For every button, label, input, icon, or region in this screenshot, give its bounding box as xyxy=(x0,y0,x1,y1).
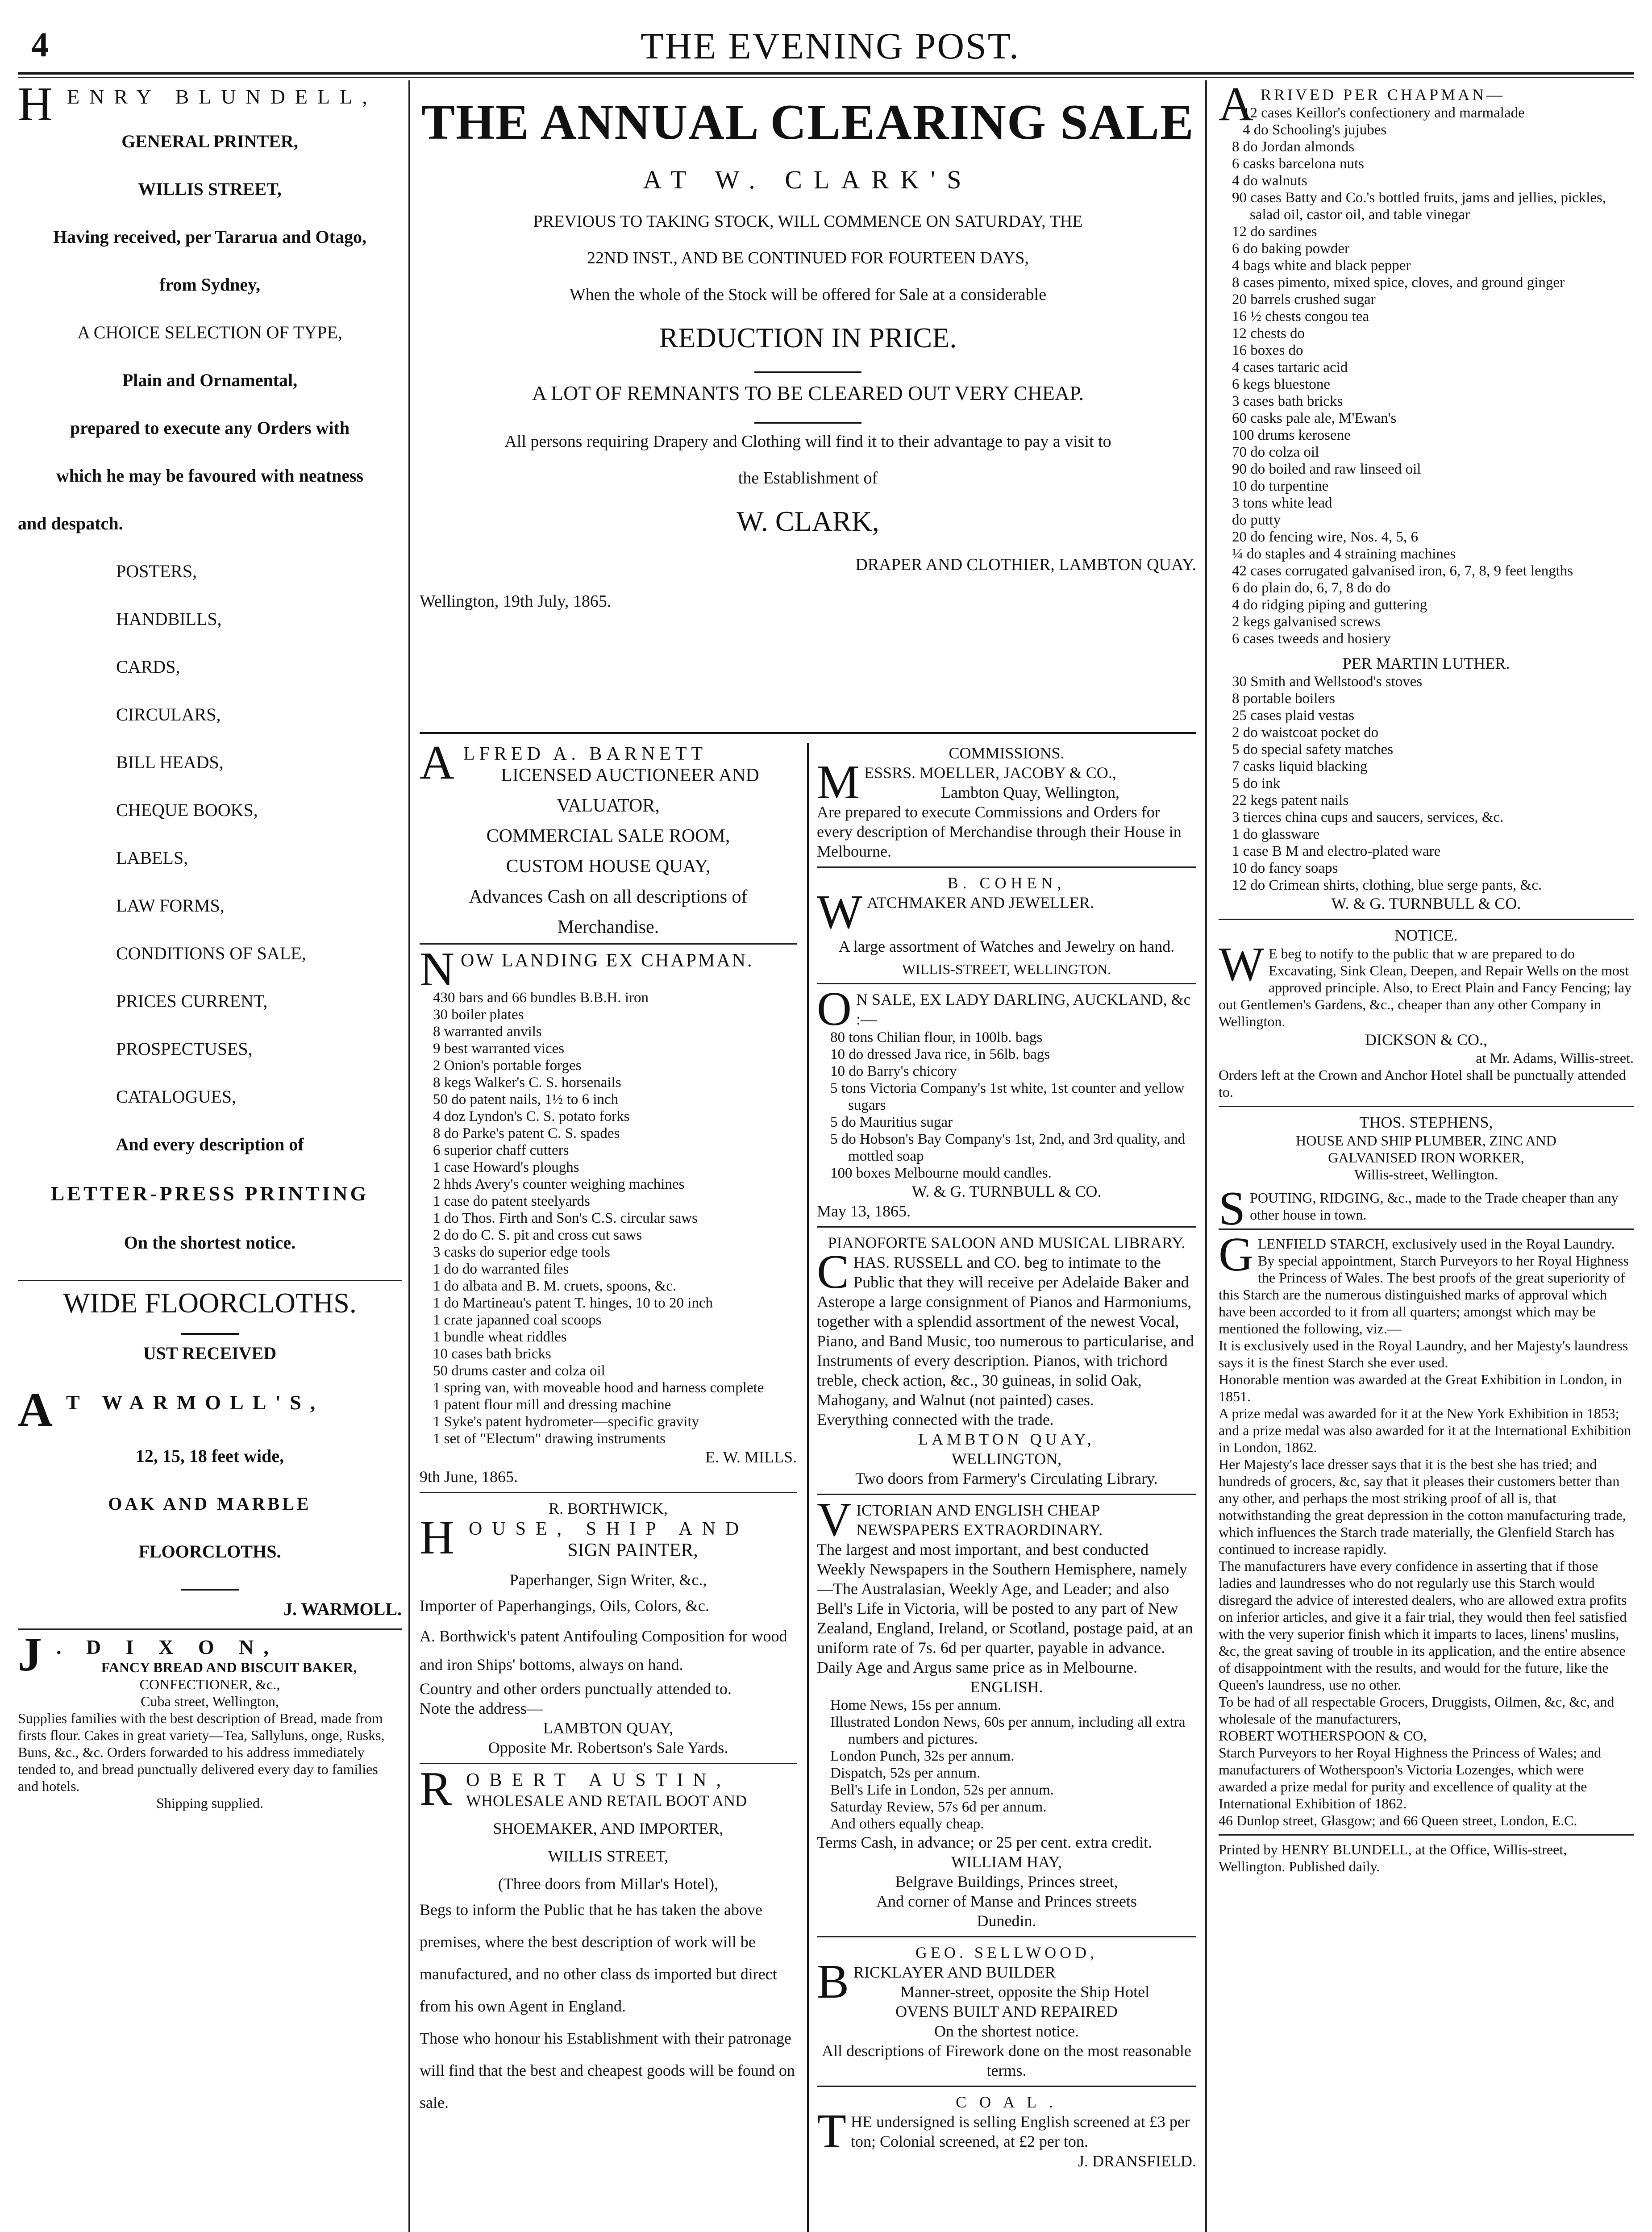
list-item: ¼ do staples and 4 straining machines xyxy=(1232,546,1456,562)
drop-cap: M xyxy=(817,756,860,809)
body-text: A large assortment of Watches and Jewelry on hand. xyxy=(838,937,1175,955)
advert-title: PIANOFORTE SALOON AND MUSICAL LIBRARY. xyxy=(828,1234,1186,1252)
services-list xyxy=(18,561,402,1107)
printer-imprint: Printed by HENRY BLUNDELL, at the Office, Willis-street, Wellington. Published daily. xyxy=(1219,1834,1634,1875)
line: Willis-street, Wellington. xyxy=(1354,1166,1498,1183)
stephens-advert xyxy=(1219,1106,1634,1235)
list-item: 1 bundle wheat riddles xyxy=(433,1329,567,1345)
line: SIGN PAINTER, xyxy=(567,1540,698,1561)
line: ENGLISH. xyxy=(970,1678,1043,1696)
advert-title: C O A L . xyxy=(956,2093,1057,2111)
list-item: 2 do waistcoat pocket do xyxy=(1232,725,1379,741)
line: GENERAL PRINTER, xyxy=(121,131,298,151)
date: May 13, 1865. xyxy=(817,1202,911,1220)
column-rule-2a xyxy=(807,743,809,2232)
drop-cap: H xyxy=(420,1511,464,1564)
line: WILLIS STREET, xyxy=(138,179,282,199)
service-item: BILL HEADS, xyxy=(116,752,224,772)
advert-title: THOS. STEPHENS, xyxy=(1359,1113,1493,1131)
drop-cap: A xyxy=(1219,85,1256,131)
advert-title: ICTORIAN AND ENGLISH CHEAP NEWSPAPERS EXTRAORDINARY. xyxy=(856,1501,1103,1539)
line: GEO. SELLWOOD, xyxy=(915,1944,1098,1961)
list-item: 6 superior chaff cutters xyxy=(433,1142,569,1158)
body-text: Orders left at the Crown and Anchor Hotel shall be punctually attended to. xyxy=(1219,1067,1626,1100)
floorcloth-advert xyxy=(18,1280,402,1620)
list-item: 8 portable boilers xyxy=(1232,691,1335,707)
drop-cap: V xyxy=(817,1493,852,1546)
list-item: 10 cases bath bricks xyxy=(433,1346,551,1362)
piano-advert xyxy=(817,1226,1196,1488)
line: When the whole of the Stock will be offered for Sale at a considerable xyxy=(569,285,1047,304)
body-text: HAS. RUSSELL and CO. beg to intimate to the Public that they will receive per Adelaide Baker and Asterope a large consignment of Pianos and Harmoniums, together with a splendid assortment of the newest Vocal, Piano, and Band Music, too numerous to particularise, and Instruments of every description. Pianos, with trichord treble, check action, &c., 30 guineas, in solid Oak, Mahogany, and Walnut (not painted) cases. xyxy=(817,1253,1194,1409)
service-item: LAW FORMS, xyxy=(116,895,225,916)
body-text: Supplies families with the best description of Bread, made from firsts flour. Cakes in great variety—Tea, Sallyluns, onge, Rusks, Buns, &c., &c. Orders forwarded to his address immediately tended to, and bread punctually delivered every day to families and hotels. xyxy=(18,1710,385,1794)
list-item: 1 do do warranted files xyxy=(433,1261,569,1277)
list-item: 90 cases Batty and Co.'s bottled fruits, jams and jellies, pickles, salad oil, castor oil, and table vinegar xyxy=(1232,190,1606,223)
line: R. BORTHWICK, xyxy=(549,1499,668,1517)
list-item: do putty xyxy=(1232,512,1281,528)
line: Two doors from Farmery's Circulating Library. xyxy=(855,1470,1158,1487)
blundell-advert xyxy=(18,85,402,1253)
drop-cap: W xyxy=(1219,938,1264,991)
drop-cap: A xyxy=(420,743,459,789)
coal-advert xyxy=(817,2086,1196,2171)
list-item: 50 do patent nails, 1½ to 6 inch xyxy=(433,1091,619,1108)
borthwick-advert xyxy=(420,1492,797,1757)
commissions-advert xyxy=(817,743,1196,861)
service-item: HANDBILLS, xyxy=(116,609,222,629)
drop-cap: R xyxy=(420,1762,462,1816)
landing-advert xyxy=(420,943,797,1487)
advertiser-name: ESSRS. MOELLER, JACOBY & CO., xyxy=(864,764,1116,782)
list-item: 1 case do patent steelyards xyxy=(433,1193,590,1209)
list-item: 10 do fancy soaps xyxy=(1232,860,1338,876)
service-item: PROSPECTUSES, xyxy=(116,1039,253,1059)
masthead-rule-thin xyxy=(18,77,1634,78)
line: the Establishment of xyxy=(738,469,878,487)
list-item: 1 do Martineau's patent T. hinges, 10 to 20 inch xyxy=(433,1295,713,1311)
list-item: 20 do fencing wire, Nos. 4, 5, 6 xyxy=(1232,529,1419,545)
list-item: 8 do Jordan almonds xyxy=(1232,139,1355,155)
list-item: 60 casks pale ale, M'Ewan's xyxy=(1232,410,1397,426)
line: On the shortest notice. xyxy=(124,1233,296,1253)
list-item: 4 doz Lyndon's C. S. potato forks xyxy=(433,1108,630,1124)
line: 22ND INST., AND BE CONTINUED FOR FOURTEEN DAYS, xyxy=(587,249,1029,267)
list-item: Saturday Review, 57s 6d per annum. xyxy=(830,1799,1047,1815)
body-text: Starch Purveyors to her Royal Highness the Princess of Wales; and manufacturers of Wotherspoon's Victoria Lozenges, which were awarded a prize medal for purity and excellence of quality at the International Exhibition of 1862. xyxy=(1219,1745,1602,1811)
drop-cap: B xyxy=(817,1955,849,2008)
line: LAMBTON QUAY, xyxy=(918,1430,1095,1448)
item-list xyxy=(1219,104,1634,647)
body-text: To be had of all respectable Grocers, Druggists, Oilmen, &c, &c, and wholesale of the manufacturers, xyxy=(1219,1694,1615,1727)
list-item: 1 spring van, with moveable hood and harness complete xyxy=(433,1380,764,1396)
list-item: London Punch, 32s per annum. xyxy=(830,1748,1015,1764)
drop-cap: J xyxy=(18,1628,52,1681)
list-item: 8 do Parke's patent C. S. spades xyxy=(433,1125,620,1141)
list-item: 8 kegs Walker's C. S. horsenails xyxy=(433,1074,621,1091)
column-1 xyxy=(18,85,402,2232)
list-item: 4 cases tartaric acid xyxy=(1232,359,1348,375)
list-item: 6 do plain do, 6, 7, 8 do do xyxy=(1232,580,1390,596)
list-item: 16 ½ chests congou tea xyxy=(1232,308,1369,325)
line: WILLIS-STREET, WELLINGTON. xyxy=(902,961,1111,977)
advertiser-name: W. CLARK, xyxy=(737,505,879,537)
body-text: It is exclusively used in the Royal Laundry, and her Majesty's laundress says it is the finest Starch she ever used. xyxy=(1219,1337,1628,1370)
line: All persons requiring Drapery and Clothing will find it to their advantage to pay a visit to xyxy=(504,432,1111,451)
line: GALVANISED IRON WORKER, xyxy=(1328,1149,1524,1166)
list-item: 6 do baking powder xyxy=(1232,241,1350,257)
line: All descriptions of Firework done on the most reasonable terms. xyxy=(822,2042,1191,2079)
drop-cap: T xyxy=(817,2105,846,2158)
list-item: 5 do Hobson's Bay Company's 1st, 2nd, and 3rd quality, and mottled soap xyxy=(830,1131,1186,1164)
body-text: The largest and most important, and best conducted Weekly Newspapers in the Southern Hemisphere, namely—The Australasian, Weekly Age, and Leader; and also Bell's Life in Victoria, will be posted to any part of New Zealand, England, Ireland, or Scotland, postage paid, at an uniform rate of 7s. 6d per quarter, payable in advance. xyxy=(817,1541,1193,1657)
divider xyxy=(754,422,861,424)
list-item: 8 cases pimento, mixed spice, cloves, and ground ginger xyxy=(1232,275,1565,291)
signature: ROBERT WOTHERSPOON & CO, xyxy=(1219,1728,1427,1744)
line: prepared to execute any Orders with xyxy=(70,418,350,438)
list-item: 8 warranted anvils xyxy=(433,1024,542,1040)
list-item: 2 hhds Avery's counter weighing machines xyxy=(433,1176,685,1192)
line: OAK AND MARBLE xyxy=(108,1494,312,1514)
signature: W. & G. TURNBULL & CO. xyxy=(1331,895,1521,912)
list-item: 70 do colza oil xyxy=(1232,444,1319,460)
list-item: 4 do ridging piping and guttering xyxy=(1232,597,1427,613)
advertiser-name: RICKLAYER AND BUILDER xyxy=(853,1963,1056,1981)
list-item: 4 bags white and black pepper xyxy=(1232,258,1411,274)
advert-title: N SALE, EX LADY DARLING, AUCKLAND, &c :— xyxy=(856,991,1191,1028)
list-item: 12 do Crimean shirts, clothing, blue serge pants, &c. xyxy=(1232,877,1542,893)
signature: J. WARMOLL. xyxy=(283,1599,402,1619)
column-rule-2 xyxy=(1205,80,1207,2232)
advertiser-name: LFRED A. BARNETT xyxy=(463,744,707,764)
advert-title: OW LANDING EX CHAPMAN. xyxy=(461,950,754,971)
line: HOUSE AND SHIP PLUMBER, ZINC AND xyxy=(1296,1133,1556,1149)
advertiser-name: . D I X O N, xyxy=(56,1636,279,1658)
list-item: 2 Onion's portable forges xyxy=(433,1058,582,1074)
page-number: 4 xyxy=(31,25,49,64)
list-item: 1 do glassware xyxy=(1232,826,1320,842)
list-item: 5 do Mauritius sugar xyxy=(830,1114,953,1130)
drop-cap: W xyxy=(817,886,862,939)
column-rule-1 xyxy=(408,80,410,2232)
body-text: POUTING, RIDGING, &c., made to the Trade cheaper than any other house in town. xyxy=(1250,1190,1619,1223)
list-item: 30 Smith and Wellstood's stoves xyxy=(1232,674,1423,690)
starch-advert xyxy=(1219,1228,1634,1829)
line: A LOT OF REMNANTS TO BE CLEARED OUT VERY CHEAP. xyxy=(532,382,1084,404)
line: LICENSED AUCTIONEER AND xyxy=(501,765,759,786)
list-item: 22 kegs patent nails xyxy=(1232,792,1349,808)
darling-advert xyxy=(817,983,1196,1221)
masthead-rule xyxy=(18,72,1634,75)
line: Importer of Paperhangings, Oils, Colors, &c. xyxy=(420,1597,709,1615)
list-item: 2 kegs galvanised screws xyxy=(1232,614,1381,630)
clark-advert xyxy=(420,85,1196,732)
advert-title: B. COHEN, xyxy=(947,874,1066,892)
line: Having received, per Tararua and Otago, xyxy=(53,227,366,247)
service-item: CHEQUE BOOKS, xyxy=(116,800,258,820)
line: Advances Cash on all descriptions of xyxy=(469,887,748,907)
body-text: Begs to inform the Public that he has taken the above premises, where the best description of work will be manufactured, and no other class ds imported but direct from his own Agent in England. xyxy=(420,1901,777,2015)
list-item: Home News, 15s per annum. xyxy=(830,1697,1002,1713)
advert-title: COMMISSIONS. xyxy=(949,744,1065,762)
list-item: 12 cases Keillor's confectionery and marmalade xyxy=(1243,105,1525,121)
line: WILLIS STREET, xyxy=(548,1847,669,1865)
list-item: 5 do special safety matches xyxy=(1232,741,1394,758)
signature: E. W. MILLS. xyxy=(705,1448,797,1466)
line: Note the address— xyxy=(420,1699,543,1717)
line: UST RECEIVED xyxy=(143,1343,277,1363)
list-item: 2 do do C. S. pit and cross cut saws xyxy=(433,1227,642,1243)
service-item: CARDS, xyxy=(116,657,180,677)
line: COMMERCIAL SALE ROOM, xyxy=(486,826,730,846)
signature: J. DRANSFIELD. xyxy=(1078,2152,1196,2170)
drop-cap: N xyxy=(420,943,456,996)
line: from Sydney, xyxy=(159,275,260,295)
line: 12, 15, 18 feet wide, xyxy=(135,1446,284,1466)
divider xyxy=(754,371,861,373)
list-item: 20 barrels crushed sugar xyxy=(1232,291,1376,308)
line: Paperhanger, Sign Writer, &c., xyxy=(509,1571,707,1589)
line: AT W. CLARK'S xyxy=(643,165,973,194)
line: at Mr. Adams, Willis-street. xyxy=(1476,1050,1634,1066)
sellwood-advert xyxy=(817,1936,1196,2080)
line: CONFECTIONER, &c., xyxy=(139,1676,280,1692)
line: and despatch. xyxy=(18,513,123,533)
line: A CHOICE SELECTION OF TYPE, xyxy=(77,322,342,342)
drop-cap: S xyxy=(1219,1182,1246,1235)
list-item: 1 Syke's patent hydrometer—specific gravity xyxy=(433,1414,699,1430)
line: Terms Cash, in advance; or 25 per cent. extra credit. xyxy=(817,1833,1153,1851)
list-item: 4 do walnuts xyxy=(1232,173,1307,189)
column-2b xyxy=(817,743,1196,2232)
list-item: 10 do Barry's chicory xyxy=(830,1063,957,1079)
line: which he may be favoured with neatness xyxy=(56,466,364,486)
line: And corner of Manse and Princes streets xyxy=(876,1892,1137,1910)
line: Manner-street, opposite the Ship Hotel xyxy=(900,1983,1150,2001)
newspapers-advert xyxy=(817,1494,1196,1931)
list-item: 16 boxes do xyxy=(1232,342,1303,358)
date: Wellington, 19th July, 1865. xyxy=(420,592,612,611)
line: SHOEMAKER, AND IMPORTER, xyxy=(493,1820,724,1837)
dixon-advert xyxy=(18,1628,402,1811)
line: Everything connected with the trade. xyxy=(817,1411,1054,1428)
service-item: CONDITIONS OF SALE, xyxy=(116,943,306,963)
body-text: E beg to notify to the public that w are prepared to do Excavating, Sink Clean, Deepen, and Repair Wells on the most approved principle. Also, to Erect Plain and Fancy Fencing; lay out Gentlemen's Gardens, &c., cheaper than any other Company in Wellington. xyxy=(1219,945,1632,1029)
list-item: 1 do Thos. Firth and Son's C.S. circular saws xyxy=(433,1210,698,1226)
list-item: Illustrated London News, 60s per annum, including all extra numbers and pictures. xyxy=(830,1714,1186,1747)
drop-cap: O xyxy=(817,983,852,1036)
advert-title: NOTICE. xyxy=(1394,926,1458,944)
body-text: 46 Dunlop street, Glasgow; and 66 Queen street, London, E.C. xyxy=(1219,1812,1577,1828)
body-text: A prize medal was awarded for it at the New York Exhibition in 1853; and a prize medal was also awarded for it at the International Exhibition in London, 1862. xyxy=(1219,1405,1631,1455)
list-item: 90 do boiled and raw linseed oil xyxy=(1232,461,1421,477)
masthead xyxy=(31,25,1629,74)
column-2a xyxy=(420,743,797,2232)
item-list xyxy=(817,1029,1196,1182)
service-item: CIRCULARS, xyxy=(116,704,221,725)
body-text: LENFIELD STARCH, exclusively used in the Royal Laundry. By special appointment, Starch Purveyors to her Royal Highness the Princess of Wales. The best proofs of the great superiority of this Starch are the numerous distinguished marks of approval which have been accorded to it from all quarters; amongst which may be mentioned the following, viz.— xyxy=(1219,1236,1629,1337)
signature: W. & G. TURNBULL & CO. xyxy=(911,1183,1102,1200)
drop-cap: C xyxy=(817,1245,849,1299)
advert-title: THE ANNUAL CLEARING SALE xyxy=(421,95,1194,150)
service-item: POSTERS, xyxy=(116,561,197,581)
service-item: PRICES CURRENT, xyxy=(116,991,268,1011)
arrived-advert xyxy=(1219,85,1634,913)
clark-bottom-rule xyxy=(420,732,1196,734)
list-item: 100 boxes Melbourne mould candles. xyxy=(830,1165,1052,1181)
list-item: 5 tons Victoria Company's 1st white, 1st counter and yellow sugars xyxy=(830,1080,1185,1113)
list-item: 10 do dressed Java rice, in 56lb. bags xyxy=(830,1046,1050,1062)
item-list xyxy=(817,1697,1196,1832)
letterpress-heading: LETTER-PRESS PRINTING xyxy=(50,1182,369,1205)
line: And every description of xyxy=(116,1134,304,1154)
line: FANCY BREAD AND BISCUIT BAKER, xyxy=(101,1659,357,1675)
line: Belgrave Buildings, Princes street, xyxy=(895,1873,1118,1891)
line: Merchandise. xyxy=(557,917,659,937)
list-item: 3 cases bath bricks xyxy=(1232,393,1343,409)
line: Cuba street, Wellington, xyxy=(141,1693,279,1709)
cohen-advert xyxy=(817,866,1196,978)
signature: DICKSON & CO., xyxy=(1365,1031,1488,1049)
line: WELLINGTON, xyxy=(951,1450,1062,1468)
list-item: 1 crate japanned coal scoops xyxy=(433,1312,602,1328)
line: Dunedin. xyxy=(977,1912,1036,1930)
line: FLOORCLOTHS. xyxy=(138,1541,281,1562)
line: CUSTOM HOUSE QUAY, xyxy=(506,856,711,877)
body-text: HE undersigned is selling English screened at £3 per ton; Colonial screened, at £2 per ton. xyxy=(850,2113,1190,2150)
list-item: 3 tons white lead xyxy=(1232,495,1332,511)
list-item: 42 cases corrugated galvanised iron, 6, 7, 8, 9 feet lengths xyxy=(1232,563,1573,579)
list-item: 3 casks do superior edge tools xyxy=(433,1244,610,1260)
service-item: LABELS, xyxy=(116,848,188,868)
list-item: 30 boiler plates xyxy=(433,1007,524,1023)
line: WHOLESALE AND RETAIL BOOT AND xyxy=(466,1792,747,1810)
list-item: And others equally cheap. xyxy=(830,1816,984,1832)
advert-title: RRIVED PER CHAPMAN— xyxy=(1261,86,1506,104)
line: VALUATOR, xyxy=(557,795,660,816)
list-item: 4 do Schooling's jujubes xyxy=(1243,122,1387,138)
list-item: 6 cases tweeds and hosiery xyxy=(1232,631,1391,647)
item-list xyxy=(1219,673,1634,894)
body-text: Are prepared to execute Commissions and Orders for every description of Merchandise through their House in Melbourne. xyxy=(817,803,1182,860)
list-item: 80 tons Chilian flour, in 100lb. bags xyxy=(830,1029,1043,1045)
item-list xyxy=(420,989,797,1447)
advertiser-name: ATCHMAKER AND JEWELLER. xyxy=(866,894,1094,912)
list-item: 1 do albata and B. M. cruets, spoons, &c. xyxy=(433,1278,677,1294)
drop-cap: G xyxy=(1219,1228,1253,1281)
body-text: Her Majesty's lace dresser says that it is the best she has tried; and hundreds of grocers, &c, say that it pleases their customers better than any other, and perhaps the most striking proof of all is, that notwithstanding the great depression in the cotton manufacturing trade, which influences the Starch trade materially, the Glenfield Starch has continued to increase rapidly. xyxy=(1219,1456,1626,1557)
list-item: 7 casks liquid blacking xyxy=(1232,758,1368,775)
list-item: 9 best warranted vices xyxy=(433,1041,565,1057)
line: Shipping supplied. xyxy=(156,1795,263,1811)
body-text: A. Borthwick's patent Antifouling Composition for wood and iron Ships' bottoms, always on hand. xyxy=(420,1627,787,1674)
list-item: 1 set of "Electum" drawing instruments xyxy=(433,1431,666,1447)
list-item: 6 kegs bluestone xyxy=(1232,376,1330,392)
advertiser-name: OUSE, SHIP AND xyxy=(469,1519,749,1539)
line: DRAPER AND CLOTHIER, LAMBTON QUAY. xyxy=(855,555,1196,574)
reduction-heading: REDUCTION IN PRICE. xyxy=(659,322,957,354)
list-item: 100 drums kerosene xyxy=(1232,427,1351,443)
divider xyxy=(181,1333,239,1335)
advertiser-name: ENRY BLUNDELL, xyxy=(67,85,377,108)
signature: WILLIAM HAY, xyxy=(951,1853,1062,1871)
austin-advert xyxy=(420,1763,797,2119)
newspaper-title: THE EVENING POST. xyxy=(641,25,1020,67)
barnett-advert xyxy=(420,743,797,938)
list-item: Bell's Life in London, 52s per annum. xyxy=(830,1782,1054,1798)
line: Daily Age and Argus same price as in Melbourne. xyxy=(817,1658,1138,1676)
column-3 xyxy=(1219,85,1634,2232)
line: OVENS BUILT AND REPAIRED xyxy=(895,2003,1118,2020)
list-item: 5 do ink xyxy=(1232,775,1281,791)
line: On the shortest notice. xyxy=(934,2022,1079,2040)
divider xyxy=(181,1589,239,1591)
line: T WARMOLL'S, xyxy=(66,1391,325,1414)
body-text: Honorable mention was awarded at the Great Exhibition in London, in 1851. xyxy=(1219,1371,1622,1404)
subheading: PER MARTIN LUTHER. xyxy=(1342,654,1510,672)
drop-cap: A xyxy=(18,1383,62,1437)
line: LAMBTON QUAY, xyxy=(543,1719,674,1737)
list-item: 12 do sardines xyxy=(1232,224,1317,240)
body-text: The manufacturers have every confidence in asserting that if those ladies and laundresses who do not regularly use this Starch would disregard the advice of interested dealers, who are allowed extra profits on inferior articles, and give it a fair trial, they would then feel satisfied with the very superior finish which it imparts to laces, linens' muslins, &c, the great saving of trouble in its application, and the entire absence of disappointment with the results, and would for the future, like the Queen's laundress, use no other. xyxy=(1219,1558,1627,1693)
body-text: Country and other orders punctually attended to. xyxy=(420,1680,732,1698)
line: Opposite Mr. Robertson's Sale Yards. xyxy=(488,1739,728,1757)
list-item: 10 do turpentine xyxy=(1232,478,1329,494)
line: Lambton Quay, Wellington, xyxy=(940,783,1120,801)
date: 9th June, 1865. xyxy=(420,1468,518,1486)
list-item: 25 cases plaid vestas xyxy=(1232,708,1355,724)
list-item: 6 casks barcelona nuts xyxy=(1232,156,1364,172)
line: Plain and Ornamental, xyxy=(122,370,298,390)
list-item: 1 case Howard's ploughs xyxy=(433,1159,579,1175)
advert-title: WIDE FLOORCLOTHS. xyxy=(63,1287,357,1319)
list-item: Dispatch, 52s per annum. xyxy=(830,1765,981,1781)
advertiser-name: OBERT AUSTIN, xyxy=(466,1770,731,1791)
line: (Three doors from Millar's Hotel), xyxy=(498,1875,719,1893)
drop-cap: H xyxy=(18,85,62,131)
body-text: Those who honour his Establishment with their patronage will find that the best and cheapest goods will be found on sale. xyxy=(420,2029,795,2111)
list-item: 1 case B M and electro-plated ware xyxy=(1232,843,1441,859)
list-item: 50 drums caster and colza oil xyxy=(433,1363,605,1379)
list-item: 1 patent flour mill and dressing machine xyxy=(433,1397,671,1413)
list-item: 12 chests do xyxy=(1232,325,1305,341)
notice-advert xyxy=(1219,919,1634,1100)
list-item: 3 tierces china cups and saucers, services, &c. xyxy=(1232,809,1504,825)
service-item: CATALOGUES, xyxy=(116,1087,237,1107)
list-item: 430 bars and 66 bundles B.B.H. iron xyxy=(433,990,649,1006)
line: PREVIOUS TO TAKING STOCK, WILL COMMENCE ON SATURDAY, THE xyxy=(533,212,1083,231)
